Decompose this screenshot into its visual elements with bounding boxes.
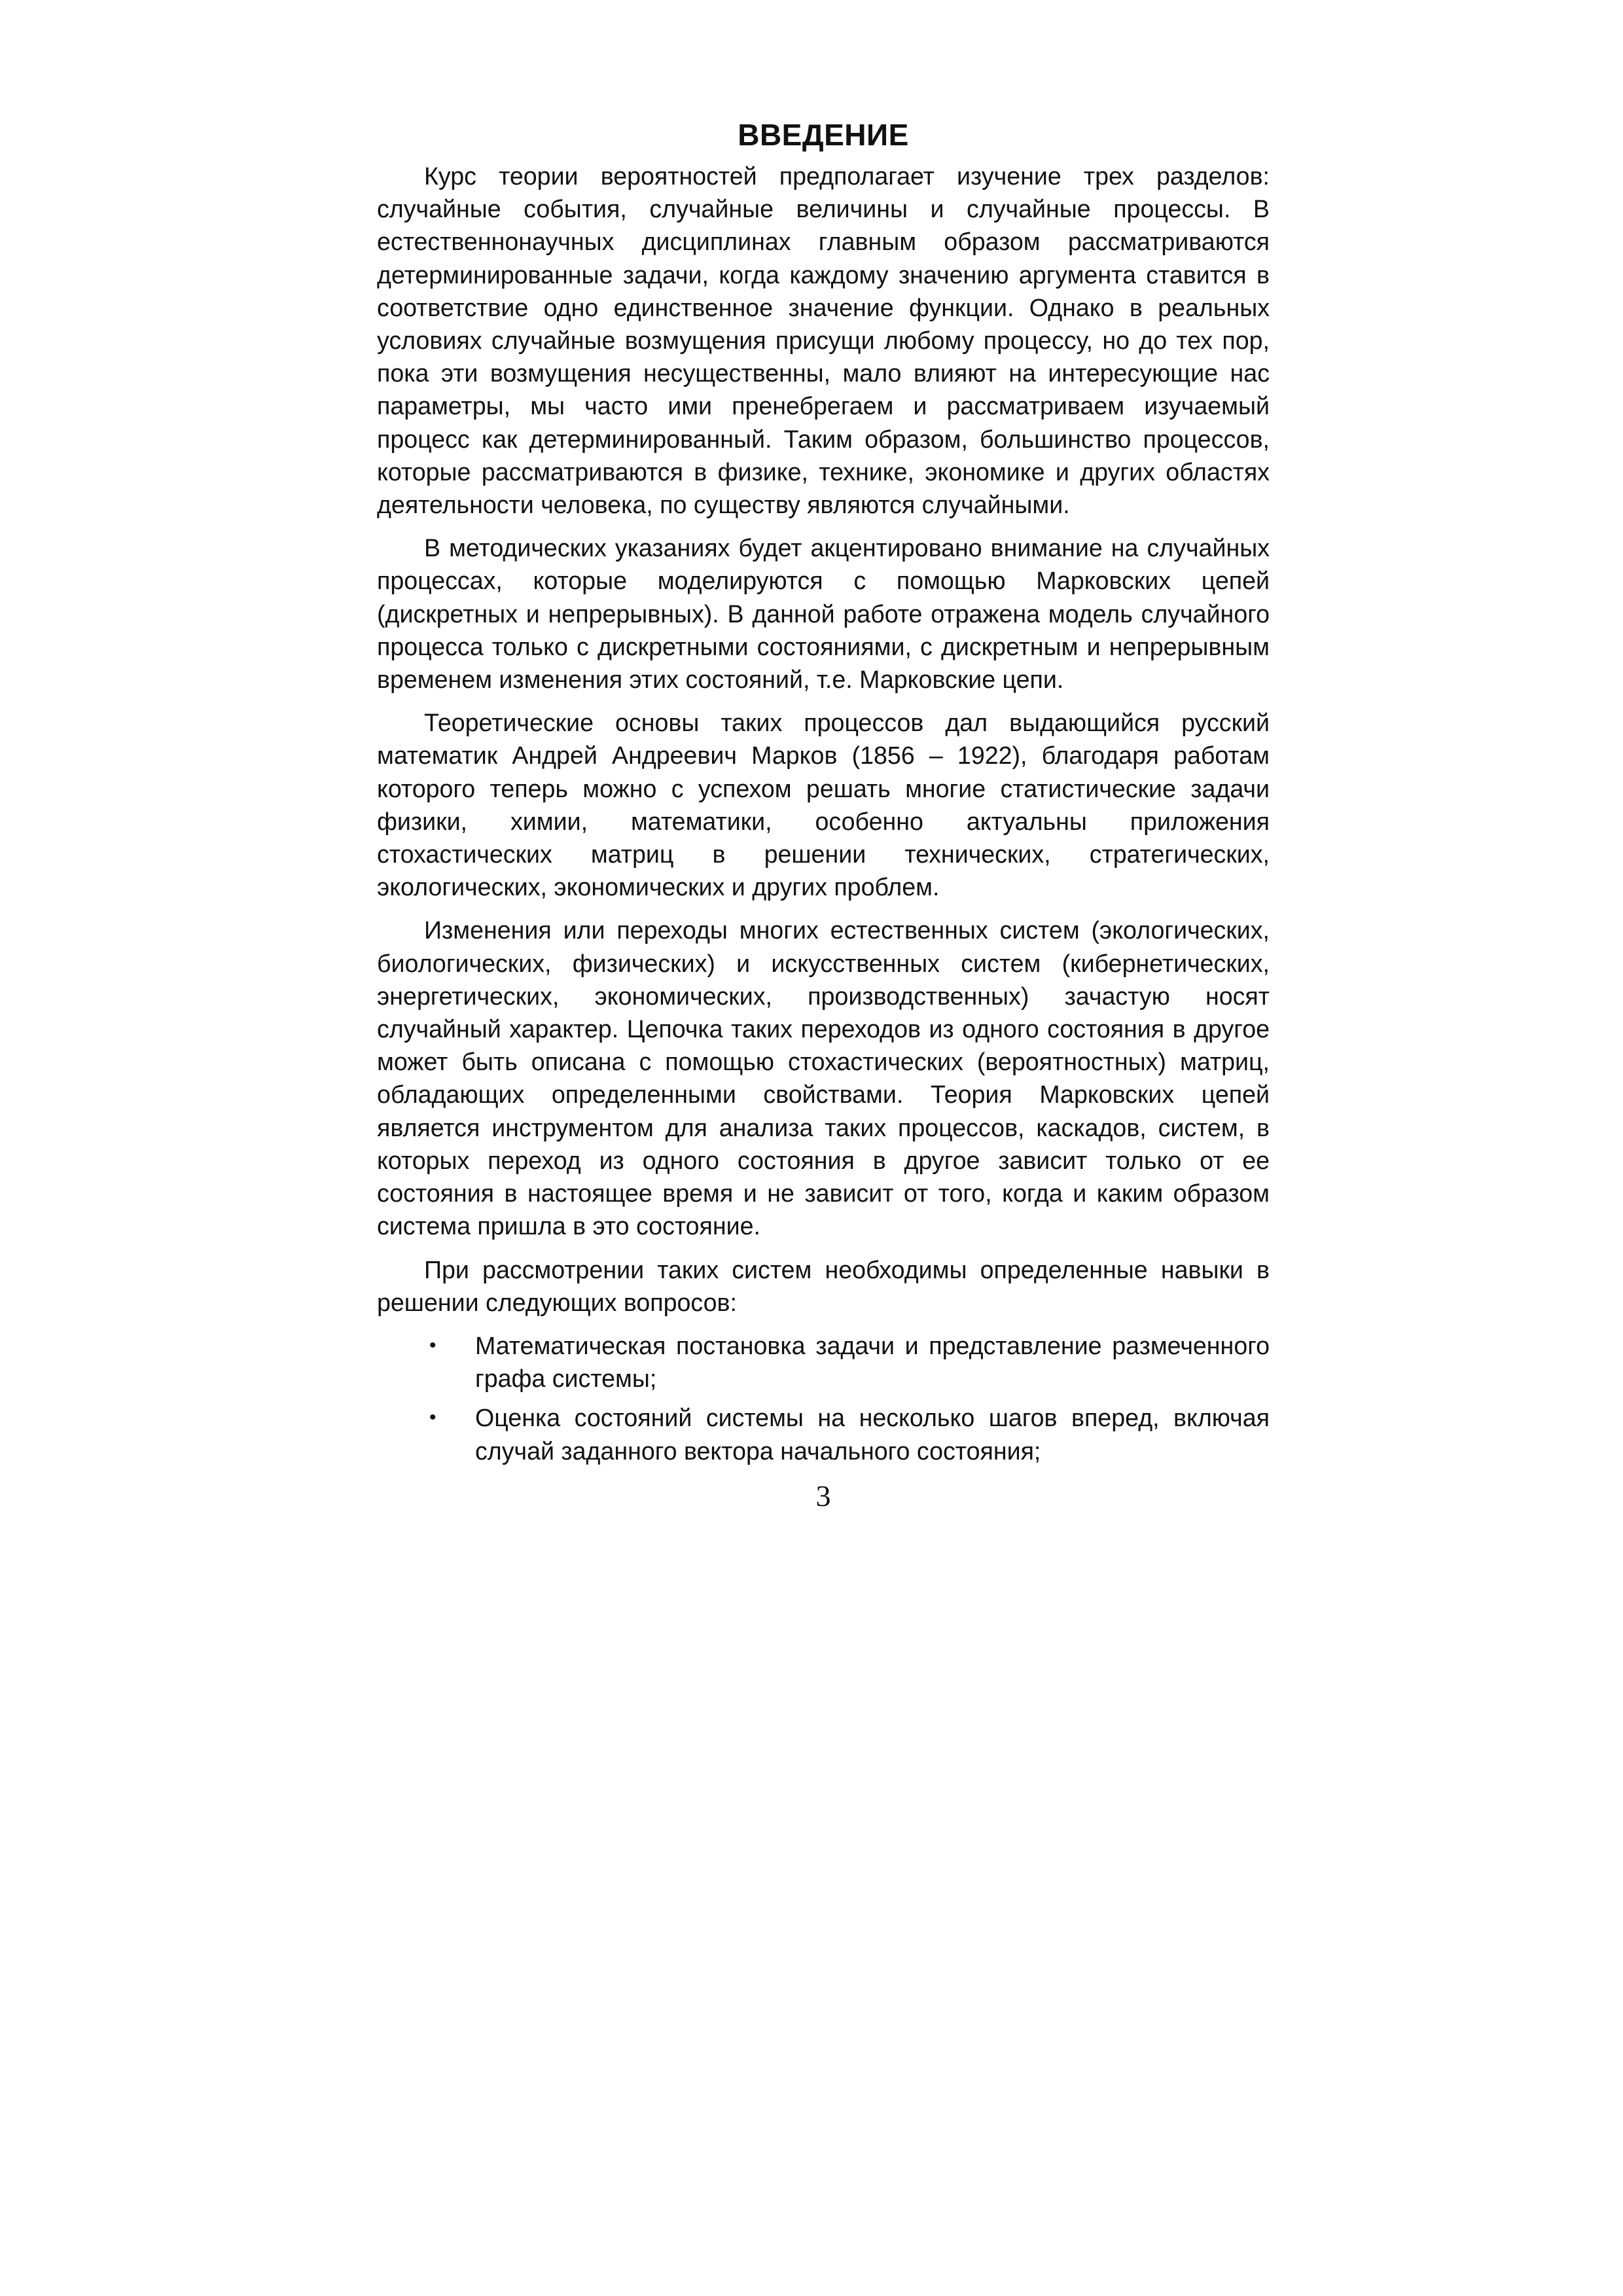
paragraph-markov-chains: В методических указаниях будет акцентировано внимание на случайных процессах, которые моделируются с помощью Марковских цепей (дискретных и непрерывных). В данной работе отражена модель случайного процесса только с дискретными состояниями, с дискретным и непрерывным временем изменения этих состояний, т.е. Марковские цепи. bbox=[377, 534, 1270, 694]
bullet-icon: • bbox=[429, 1407, 437, 1429]
paragraph-markov-history: Теоретические основы таких процессов дал выдающийся русский математик Андрей Андреевич Марков (1856 – 1922), благодаря работам которого теперь можно с успехом решать многие статистические задачи физики, химии, математики, особенно актуальны приложения стохастических матриц в решении технических, стратегических, экологических, экономических и других проблем. bbox=[377, 709, 1270, 901]
page-title: ВВЕДЕНИЕ bbox=[738, 118, 909, 152]
page-number: 3 bbox=[815, 1479, 831, 1513]
list-item-text: Оценка состояний системы на несколько шагов вперед, включая случай заданного вектора начального состояния; bbox=[475, 1404, 1270, 1465]
page-content bbox=[377, 110, 1270, 1474]
list-item bbox=[377, 1401, 1270, 1467]
paragraph-intro: Курс теории вероятностей предполагает изучение трех разделов: случайные события, случайные величины и случайные процессы. В естественнонаучных дисциплинах главным образом рассматриваются детерминированные задачи, когда каждому значению аргумента ставится в соответствие одно единственное значение функции. Однако в реальных условиях случайные возмущения присущи любому процессу, но до тех пор, пока эти возмущения несущественны, мало влияют на интересующие нас параметры, мы часто ими пренебрегаем и рассматриваем изучаемый процесс как детерминированный. Таким образом, большинство процессов, которые рассматриваются в физике, технике, экономике и других областях деятельности человека, по существу являются случайными. bbox=[377, 162, 1270, 519]
paragraph-skills: При рассмотрении таких систем необходимы определенные навыки в решении следующих вопросов: bbox=[377, 1255, 1270, 1316]
skills-list bbox=[377, 1329, 1270, 1467]
paragraph-transitions: Изменения или переходы многих естественных систем (экологических, биологических, физических) и искусственных систем (кибернетических, энергетических, экономических, производственных) зачастую носят случайный характер. Цепочка таких переходов из одного состояния в другое может быть описана с помощью стохастических (вероятностных) матриц, обладающих определенными свойствами. Теория Марковских цепей является инструментом для анализа таких процессов, каскадов, систем, в которых переход из одного состояния в другое зависит только от ее состояния в настоящее время и не зависит от того, когда и каким образом система пришла в это состояние. bbox=[377, 916, 1270, 1240]
list-item bbox=[377, 1329, 1270, 1395]
bullet-icon: • bbox=[429, 1334, 437, 1356]
list-item-text: Математическая постановка задачи и представление размеченного графа системы; bbox=[475, 1331, 1270, 1393]
